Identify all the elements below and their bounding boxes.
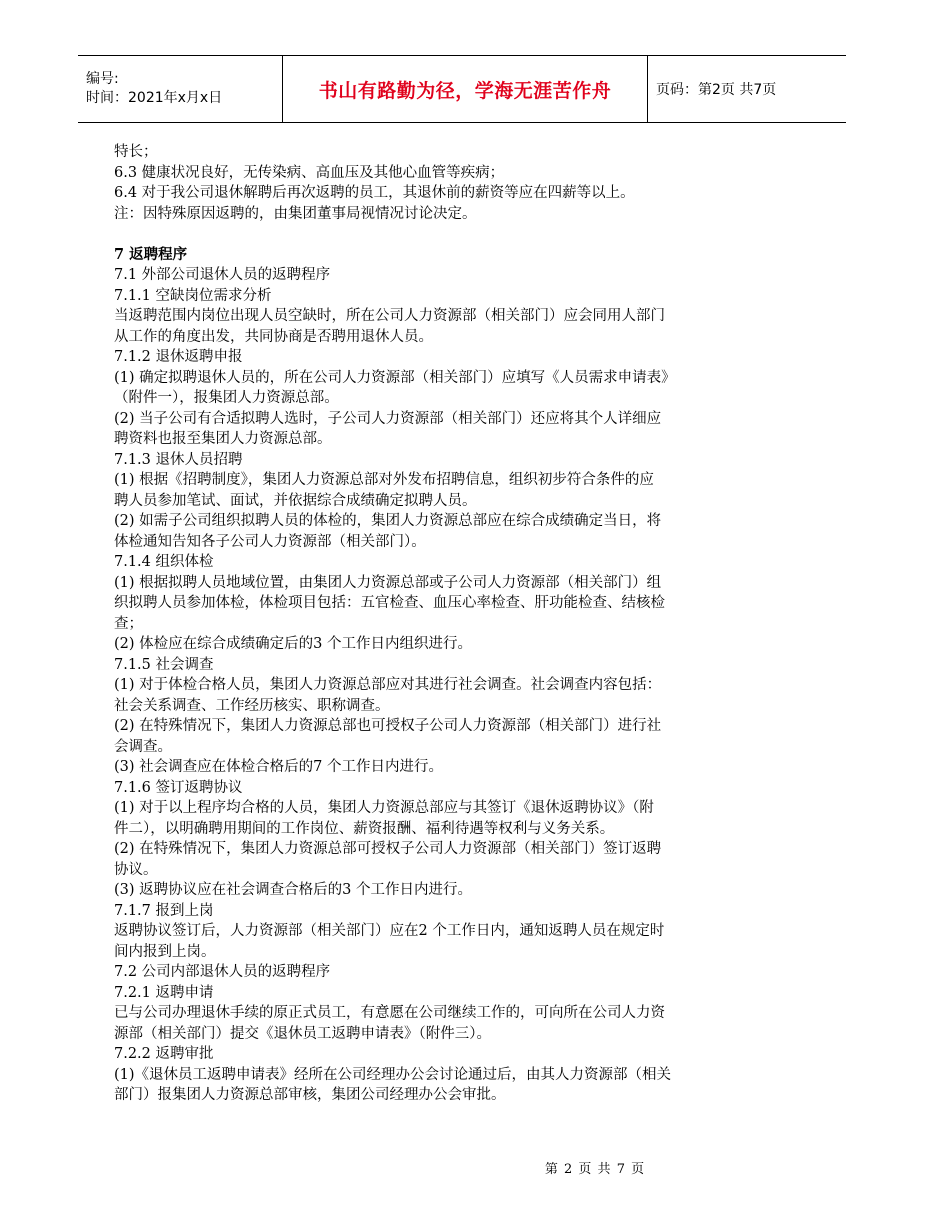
body-line: (1) 对于体检合格人员，集团人力资源总部应对其进行社会调查。社会调查内容包括： xyxy=(114,677,662,693)
body-line: 已与公司办理退休手续的原正式员工，有意愿在公司继续工作的，可向所在公司人力资 xyxy=(114,1005,665,1021)
body-line: 7 返聘程序 xyxy=(114,245,188,263)
body-line: (1) 根据《招聘制度》，集团人力资源总部对外发布招聘信息，组织初步符合条件的应 xyxy=(114,472,654,488)
body-line: 7.2.2 返聘审批 xyxy=(114,1046,214,1062)
body-line: (3) 返聘协议应在社会调查合格后的3 个工作日内进行。 xyxy=(114,882,472,898)
body-line: 体检通知告知各子公司人力资源部（相关部门）。 xyxy=(114,533,426,550)
body-line: 当返聘范围内岗位出现人员空缺时，所在公司人力资源部（相关部门）应会同用人部门 xyxy=(114,308,665,324)
body-line: 聘资料也报至集团人力资源总部。 xyxy=(114,431,332,447)
body-line: 7.1.4 组织体检 xyxy=(114,554,214,570)
body-line: 7.1.1 空缺岗位需求分析 xyxy=(114,287,272,304)
body-line: (1) 对于以上程序均合格的人员，集团人力资源总部应与其签订《退休返聘协议》（附 xyxy=(114,800,654,816)
body-line: 社会关系调查、工作经历核实、职称调查。 xyxy=(114,697,390,714)
header-motto: 书山有路勤为径，学海无涯苦作舟 xyxy=(282,56,648,122)
body-line: 返聘协议签订后，人力资源部（相关部门）应在2 个工作日内，通知返聘人员在规定时 xyxy=(114,923,665,939)
document-body xyxy=(114,142,804,1106)
body-line: (3) 社会调查应在体检合格后的7 个工作日内进行。 xyxy=(114,759,443,775)
header-meta xyxy=(78,56,282,122)
document-number-label: 编号: xyxy=(86,71,119,87)
body-line: (2) 在特殊情况下，集团人力资源总部也可授权子公司人力资源部（相关部门）进行社 xyxy=(114,718,662,734)
body-line: 特长； xyxy=(114,144,158,160)
page-footer: 第 2 页 共 7 页 xyxy=(544,1162,646,1177)
body-line: (1) 根据拟聘人员地域位置，由集团人力资源总部或子公司人力资源部（相关部门）组 xyxy=(114,574,662,591)
body-line: 7.1.2 退休返聘申报 xyxy=(114,349,243,365)
body-line: 7.2 公司内部退休人员的返聘程序 xyxy=(114,964,331,980)
body-line: 6.3 健康状况良好，无传染病、高血压及其他心血管等疾病； xyxy=(114,164,505,181)
body-line: 织拟聘人员参加体检，体检项目包括：五官检查、血压心率检查、肝功能检查、结核检 xyxy=(114,595,665,611)
body-line: (2) 如需子公司组织拟聘人员的体检的，集团人力资源总部应在综合成绩确定当日，将 xyxy=(114,513,662,529)
body-line: (1)《退休员工返聘申请表》经所在公司经理办公会讨论通过后，由其人力资源部（相关 xyxy=(114,1066,672,1083)
body-line: 源部（相关部门）提交《退休员工返聘申请表》（附件三）。 xyxy=(114,1025,491,1042)
body-line xyxy=(114,224,804,245)
body-line: 间内报到上岗。 xyxy=(114,943,216,960)
body-line: 从工作的角度出发，共同协商是否聘用退休人员。 xyxy=(114,328,433,345)
body-line: 协议。 xyxy=(114,861,158,878)
body-line: 部门）报集团人力资源总部审核，集团公司经理办公会审批。 xyxy=(114,1087,506,1103)
body-line: 聘人员参加笔试、面试，并依据综合成绩确定拟聘人员。 xyxy=(114,492,477,509)
body-line: (2) 当子公司有合适拟聘人选时，子公司人力资源部（相关部门）还应将其个人详细应 xyxy=(114,410,662,427)
body-line: 6.4 对于我公司退休解聘后再次返聘的员工，其退休前的薪资等应在四薪等以上。 xyxy=(114,185,635,201)
body-line: 7.1 外部公司退休人员的返聘程序 xyxy=(114,267,331,283)
body-line: (1) 确定拟聘退休人员的，所在公司人力资源部（相关部门）应填写《人员需求申请表》 xyxy=(114,369,676,386)
header-page-label: 页码：第2页 共7页 xyxy=(656,82,777,98)
body-line: 查； xyxy=(114,615,143,632)
body-line: 注：因特殊原因返聘的，由集团董事局视情况讨论决定。 xyxy=(114,205,477,222)
body-line: 件二），以明确聘用期间的工作岗位、薪资报酬、福利待遇等权利与义务关系。 xyxy=(114,820,615,837)
page-header xyxy=(78,55,846,123)
body-line: 7.1.3 退休人员招聘 xyxy=(114,451,243,468)
body-line: (2) 在特殊情况下，集团人力资源总部可授权子公司人力资源部（相关部门）签订返聘 xyxy=(114,841,662,857)
body-line: 7.1.5 社会调查 xyxy=(114,656,214,673)
document-time-label: 时间：2021年x月x日 xyxy=(86,90,223,106)
body-line: （附件一），报集团人力资源总部。 xyxy=(114,390,339,406)
body-line: 7.1.6 签订返聘协议 xyxy=(114,779,243,796)
body-line: 7.2.1 返聘申请 xyxy=(114,984,214,1001)
body-line: (2) 体检应在综合成绩确定后的3 个工作日内组织进行。 xyxy=(114,636,472,652)
body-line: 7.1.7 报到上岗 xyxy=(114,902,214,919)
body-line: 会调查。 xyxy=(114,738,172,755)
